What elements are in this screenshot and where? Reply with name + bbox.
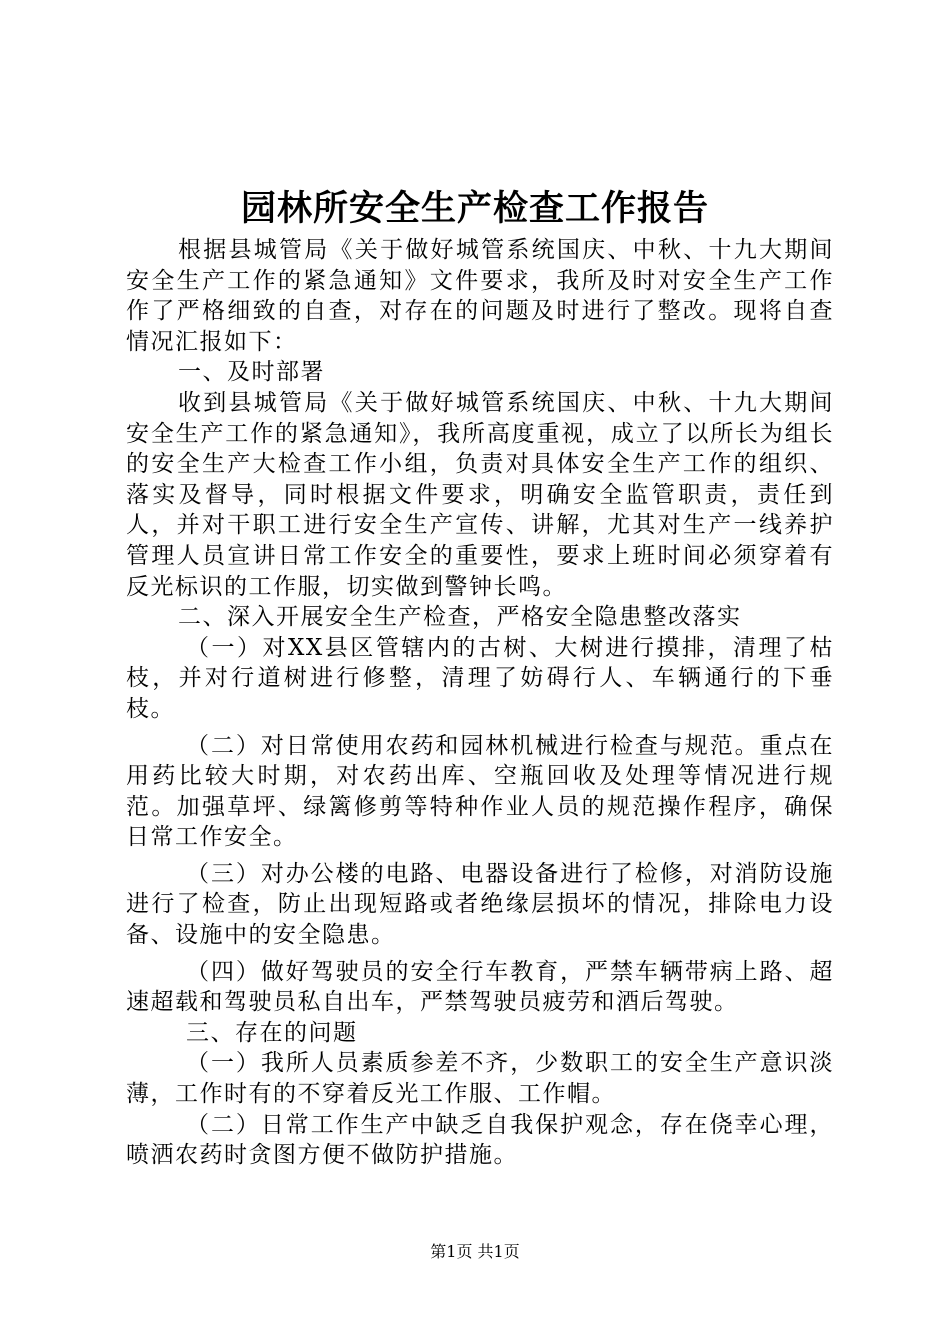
document-title: 园林所安全生产检查工作报告 [240, 188, 709, 229]
page-footer: 第1页 共1页 [430, 1242, 520, 1261]
section-heading-1: 一、及时部署 [178, 359, 325, 386]
section-heading-3: 三、存在的问题 [186, 1019, 358, 1046]
section-2-item-1: （一）对XX县区管辖内的古树、大树进行摸排，清理了枯枝，并对行道树进行修整，清理了妨碍行人、车辆通行的下垂枝。 [126, 634, 834, 722]
intro-paragraph: 根据县城管局《关于做好城管系统国庆、中秋、十九大期间安全生产工作的紧急通知》文件要求，我所及时对安全生产工作作了严格细致的自查，对存在的问题及时进行了整改。现将自查情况汇报如下： [126, 237, 834, 355]
section-2-item-4: （四）做好驾驶员的安全行车教育，严禁车辆带病上路、超速超载和驾驶员私自出车，严禁驾驶员疲劳和酒后驾驶。 [126, 958, 834, 1016]
section-heading-2: 二、深入开展安全生产检查，严格安全隐患整改落实 [178, 604, 742, 631]
section-2-item-2: （二）对日常使用农药和园林机械进行检查与规范。重点在用药比较大时期，对农药出库、空瓶回收及处理等情况进行规范。加强草坪、绿篱修剪等特种作业人员的规范操作程序，确保日常工作安全。 [126, 732, 834, 851]
section-3-item-1: （一）我所人员素质参差不齐，少数职工的安全生产意识淡薄，工作时有的不穿着反光工作服、工作帽。 [126, 1050, 834, 1108]
document-body [126, 235, 834, 1171]
section-2-item-3: （三）对办公楼的电路、电器设备进行了检修，对消防设施进行了检查，防止出现短路或者绝缘层损坏的情况，排除电力设备、设施中的安全隐患。 [126, 860, 834, 949]
section-1-paragraph: 收到县城管局《关于做好城管系统国庆、中秋、十九大期间安全生产工作的紧急通知》，我所高度重视，成立了以所长为组长的安全生产大检查工作小组，负责对具体安全生产工作的组织、落实及督导，同时根据文件要求，明确安全监管职责，责任到人，并对干职工进行安全生产宣传、讲解，尤其对生产一线养护管理人员宣讲日常工作安全的重要性，要求上班时间必须穿着有反光标识的工作服，切实做到警钟长鸣。 [126, 389, 834, 600]
section-3-item-2: （二）日常工作生产中缺乏自我保护观念，存在侥幸心理，喷洒农药时贪图方便不做防护措施。 [126, 1111, 834, 1169]
